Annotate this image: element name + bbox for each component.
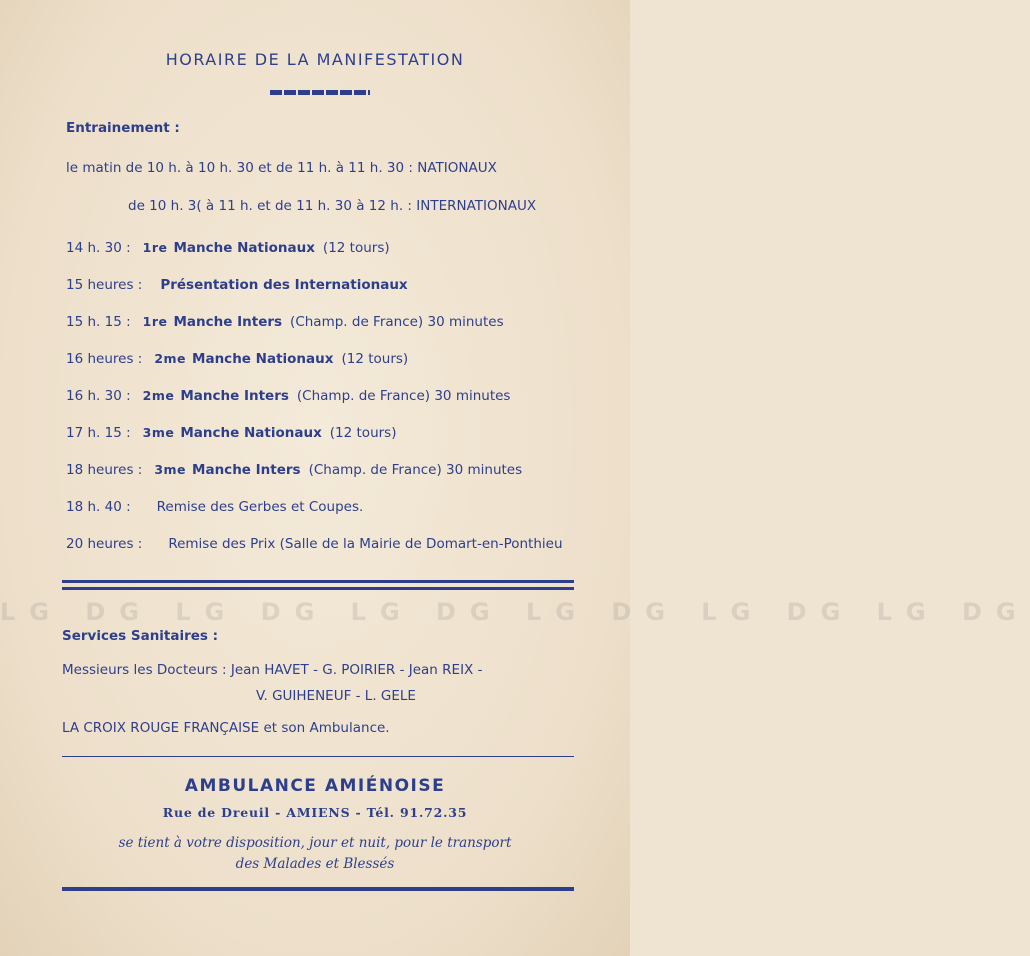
schedule-ordinal: 1re [142, 314, 168, 329]
watermark: LG DG LG DG LG DG LG DG LG DG LG DG [0, 598, 1030, 626]
medical-doctors-line-2: V. GUIHENEUF - L. GELE [256, 688, 416, 704]
ambulance-line-2: des Malades et Blessés [235, 856, 395, 872]
ambulance-name: AMBULANCE AMIÉNOISE [184, 776, 446, 796]
schedule-event: Manche Nationaux [173, 240, 315, 256]
schedule-time: 15 heures : [66, 277, 143, 293]
schedule-time: 15 h. 15 : [66, 314, 131, 330]
schedule-row [66, 462, 590, 478]
title-ornament [270, 90, 370, 95]
schedule-event: Manche Nationaux [180, 425, 322, 441]
schedule-event: Manche Inters [180, 388, 289, 404]
schedule-detail: (12 tours) [341, 351, 409, 367]
schedule-row [66, 388, 590, 404]
schedule-ordinal: 3me [142, 425, 175, 440]
training-heading: Entrainement : [66, 120, 180, 136]
schedule-time: 20 heures : [66, 536, 143, 552]
bottom-divider [62, 887, 574, 891]
page-title: HORAIRE DE LA MANIFESTATION [165, 50, 465, 69]
schedule-time: 16 h. 30 : [66, 388, 131, 404]
schedule-detail: (12 tours) [329, 425, 397, 441]
schedule-detail: (Champ. de France) 30 minutes [290, 314, 504, 330]
schedule-event: Manche Inters [173, 314, 283, 330]
schedule-event: Manche Inters [192, 462, 301, 478]
schedule-ordinal: 2me [142, 388, 175, 403]
training-line-2: de 10 h. 3( à 11 h. et de 11 h. 30 à 12 h. : INTERNATIONAUX [128, 198, 537, 214]
schedule-row [66, 240, 590, 256]
schedule-time: 18 h. 40 : [66, 499, 131, 515]
schedule-detail: (Champ. de France) 30 minutes [296, 388, 511, 404]
schedule-row [66, 499, 590, 515]
schedule-row [66, 314, 590, 330]
schedule-time: 17 h. 15 : [66, 425, 131, 441]
schedule-detail: Remise des Gerbes et Coupes. [156, 499, 364, 515]
schedule-event: Présentation des Internationaux [160, 277, 408, 293]
schedule-detail: Remise des Prix (Salle de la Mairie de Domart-en-Ponthieu [168, 536, 563, 552]
schedule-row [66, 277, 590, 293]
schedule-ordinal: 3me [154, 462, 187, 477]
training-line-1: le matin de 10 h. à 10 h. 30 et de 11 h. à 11 h. 30 : NATIONAUX [66, 160, 497, 176]
schedule-time: 18 heures : [66, 462, 143, 478]
schedule-ordinal: 2me [154, 351, 187, 366]
section-divider [62, 580, 574, 590]
thin-divider [62, 756, 574, 757]
schedule-row [66, 351, 590, 367]
schedule-event: Manche Nationaux [192, 351, 334, 367]
schedule-ordinal: 1re [142, 240, 168, 255]
medical-doctors-line-1: Messieurs les Docteurs : Jean HAVET - G. POIRIER - Jean REIX - [62, 662, 483, 678]
schedule-detail: (Champ. de France) 30 minutes [308, 462, 523, 478]
schedule-time: 16 heures : [66, 351, 143, 367]
schedule-time: 14 h. 30 : [66, 240, 131, 256]
medical-heading: Services Sanitaires : [62, 628, 219, 644]
schedule-row [66, 425, 590, 441]
schedule-row [66, 536, 590, 552]
schedule-detail: (12 tours) [322, 240, 390, 256]
medical-red-cross: LA CROIX ROUGE FRANÇAISE et son Ambulance. [62, 720, 390, 736]
ambulance-line-1: se tient à votre disposition, jour et nuit, pour le transport [118, 835, 512, 851]
ambulance-address: Rue de Dreuil - AMIENS - Tél. 91.72.35 [162, 805, 468, 820]
